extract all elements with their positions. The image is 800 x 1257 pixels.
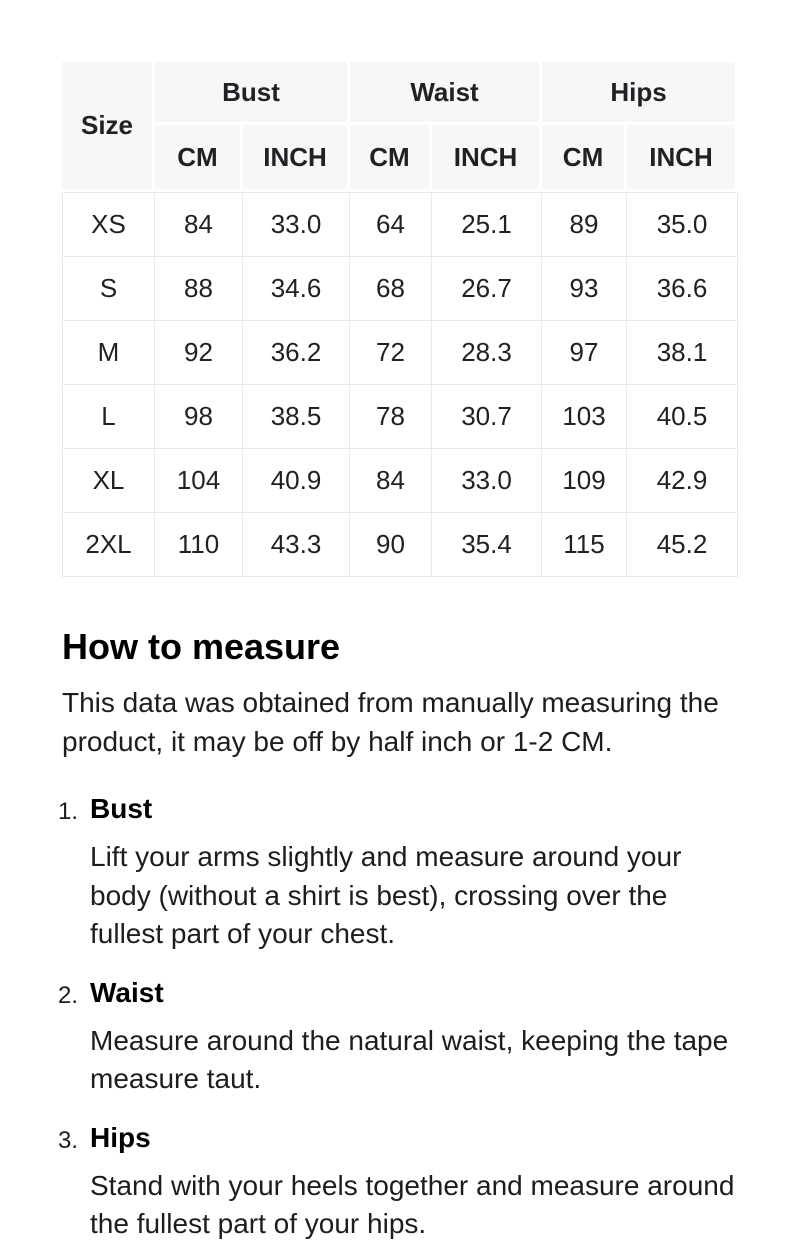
value-cell: 26.7 [432,257,542,321]
value-cell: 89 [542,192,627,257]
value-cell: 33.0 [432,449,542,513]
step-title: Hips [90,1121,151,1153]
size-cell: L [62,385,155,449]
measure-intro-paragraph: This data was obtained from manually measuring the product, it may be off by half inch or 1-2 CM. [62,687,719,757]
step-content [90,977,738,1098]
step-number: 1. [58,798,79,826]
value-cell: 36.6 [627,257,738,321]
value-cell: 72 [350,321,432,385]
step-content [90,1122,738,1243]
value-cell: 30.7 [432,385,542,449]
table-unit-header-row [62,125,738,192]
unit-header-hips-inch: INCH [627,125,738,192]
value-cell: 42.9 [627,449,738,513]
value-cell: 40.9 [243,449,350,513]
size-chart-table [62,62,738,577]
value-cell: 68 [350,257,432,321]
measure-step [58,1122,738,1243]
value-cell: 38.5 [243,385,350,449]
value-cell: 103 [542,385,627,449]
value-cell: 35.0 [627,192,738,257]
table-row [62,513,738,577]
measure-steps-list [58,793,738,1243]
value-cell: 38.1 [627,321,738,385]
value-cell: 25.1 [432,192,542,257]
value-cell: 109 [542,449,627,513]
unit-header-bust-inch: INCH [243,125,350,192]
value-cell: 84 [155,192,243,257]
value-cell: 43.3 [243,513,350,577]
unit-header-waist-cm: CM [350,125,432,192]
table-row [62,192,738,257]
value-cell: 115 [542,513,627,577]
group-header-waist: Waist [350,62,542,125]
step-description: Lift your arms slightly and measure around your body (without a shirt is best), crossing over the fullest part of your chest. [90,841,682,949]
value-cell: 35.4 [432,513,542,577]
step-number: 2. [58,981,79,1009]
group-header-hips: Hips [542,62,738,125]
value-cell: 34.6 [243,257,350,321]
size-cell: S [62,257,155,321]
size-cell: 2XL [62,513,155,577]
value-cell: 90 [350,513,432,577]
value-cell: 78 [350,385,432,449]
unit-header-bust-cm: CM [155,125,243,192]
value-cell: 92 [155,321,243,385]
measure-step [58,977,738,1098]
value-cell: 64 [350,192,432,257]
value-cell: 40.5 [627,385,738,449]
table-row [62,449,738,513]
value-cell: 36.2 [243,321,350,385]
size-cell: XS [62,192,155,257]
value-cell: 88 [155,257,243,321]
table-row [62,257,738,321]
size-chart-header [62,62,738,192]
group-header-bust: Bust [155,62,350,125]
value-cell: 84 [350,449,432,513]
value-cell: 98 [155,385,243,449]
table-group-header-row [62,62,738,125]
value-cell: 97 [542,321,627,385]
value-cell: 104 [155,449,243,513]
size-cell: M [62,321,155,385]
table-row [62,385,738,449]
measure-step [58,793,738,952]
value-cell: 28.3 [432,321,542,385]
value-cell: 45.2 [627,513,738,577]
value-cell: 110 [155,513,243,577]
step-title: Bust [90,793,153,825]
unit-header-waist-inch: INCH [432,125,542,192]
step-content [90,793,738,952]
step-description: Measure around the natural waist, keeping the tape measure taut. [90,1024,729,1094]
step-number: 3. [58,1126,79,1154]
unit-header-hips-cm: CM [542,125,627,192]
value-cell: 93 [542,257,627,321]
size-cell: XL [62,449,155,513]
size-chart-body [62,192,738,577]
table-row [62,321,738,385]
size-column-header: Size [62,62,155,192]
value-cell: 33.0 [243,192,350,257]
step-title: Waist [90,976,164,1008]
how-to-measure-heading: How to measure [62,626,341,667]
step-description: Stand with your heels together and measure around the fullest part of your hips. [90,1169,735,1239]
